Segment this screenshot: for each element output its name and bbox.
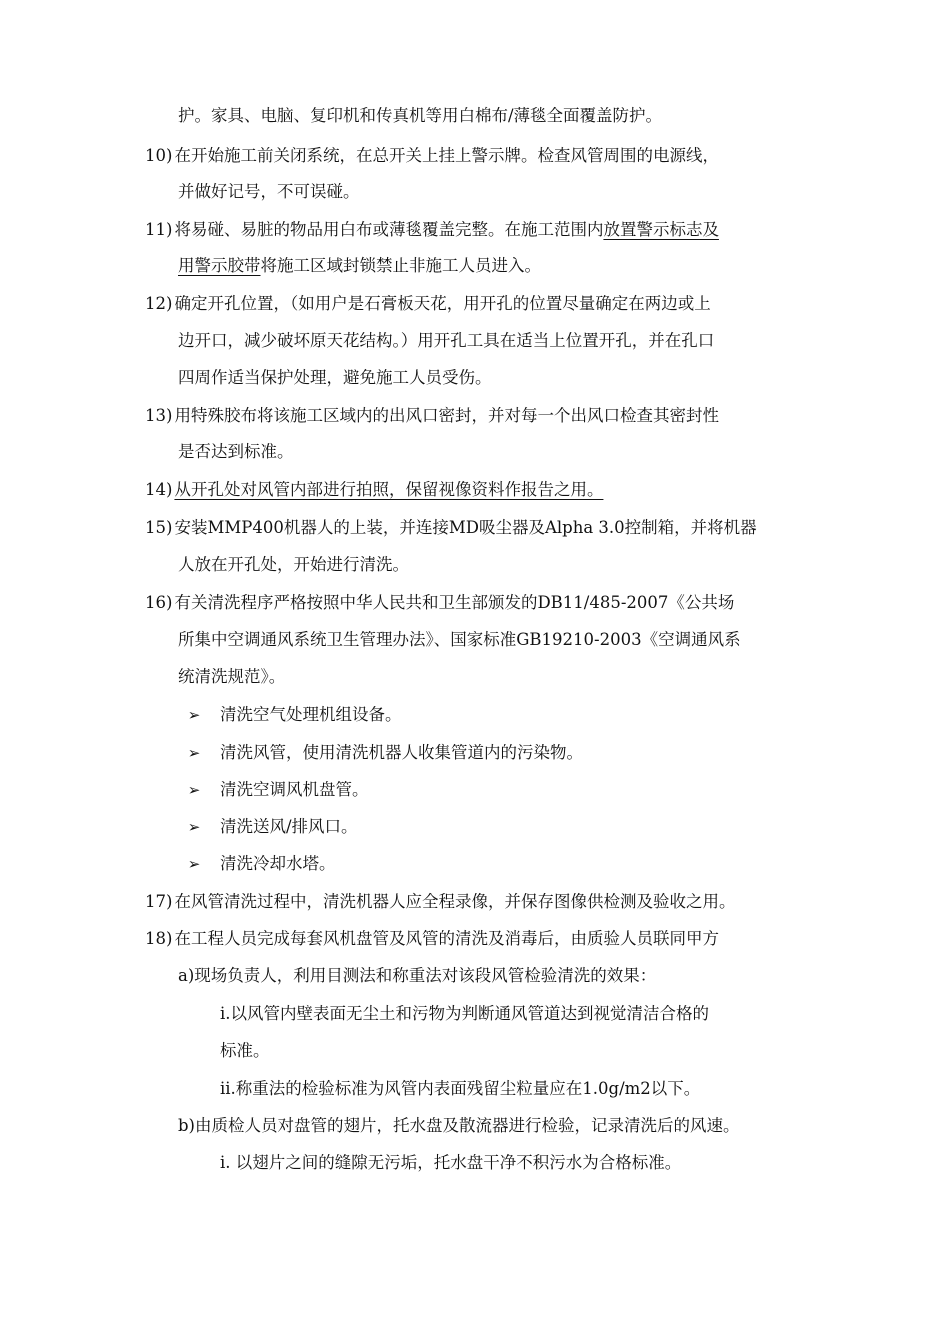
list-item-16: [145, 591, 734, 615]
item-text: 安装MMP400机器人的上装，并连接MD吸尘器及Alpha 3.0控制箱，并将机器: [174, 518, 757, 537]
item-12-line-2: 边开口，减少破坏原天花结构。）用开孔工具在适当上位置开孔，并在孔口: [178, 331, 715, 350]
bullet-arrow-icon: ➢: [187, 744, 201, 762]
underlined-text: 从开孔处对风管内部进行拍照，保留视像资料作报告之用。: [174, 480, 604, 499]
list-item-14: [145, 478, 603, 502]
item-text: 确定开孔位置，（如用户是石膏板天花，用开孔的位置尽量确定在两边或上: [174, 294, 711, 313]
list-item-10: [145, 144, 719, 168]
item-text: 将施工区域封锁禁止非施工人员进入。: [260, 256, 541, 275]
item-number: 16): [145, 593, 173, 612]
item-10-line-2: 并做好记号，不可误碰。: [178, 182, 360, 201]
item-number: 12): [145, 294, 173, 313]
underlined-text: 放置警示标志及: [603, 220, 719, 239]
item-number: 14): [145, 480, 173, 499]
item-number: 18): [145, 929, 173, 948]
continuation-line: 护。家具、电脑、复印机和传真机等用白棉布/薄毯全面覆盖防护。: [178, 106, 663, 125]
item-16-line-2: 所集中空调通风系统卫生管理办法》、国家标准GB19210-2003《空调通风系: [178, 630, 741, 649]
list-item-11: [145, 218, 719, 242]
item-13-line-2: 是否达到标准。: [178, 442, 294, 461]
bullet-item: 清洗空调风机盘管。: [220, 780, 369, 799]
list-item-18: [145, 927, 719, 951]
item-text: 有关清洗程序严格按照中华人民共和卫生部颁发的DB11/485-2007《公共场: [174, 593, 735, 612]
sub-item-a: a)现场负责人，利用目测法和称重法对该段风管检验清洗的效果：: [178, 966, 657, 985]
list-item-12: [145, 292, 711, 316]
list-item-15: [145, 516, 757, 540]
item-text: 将易碰、易脏的物品用白布或薄毯覆盖完整。在施工范围内: [174, 220, 604, 239]
sub-item-a-i: i.以风管内壁表面无尘土和污物为判断通风管道达到视觉清洁合格的: [220, 1004, 710, 1023]
bullet-item: 清洗风管，使用清洗机器人收集管道内的污染物。: [220, 743, 583, 762]
bullet-arrow-icon: ➢: [187, 855, 201, 873]
bullet-arrow-icon: ➢: [187, 781, 201, 799]
item-number: 15): [145, 518, 173, 537]
item-11-line-2: [178, 254, 541, 278]
item-number: 17): [145, 892, 173, 911]
bullet-item: 清洗空气处理机组设备。: [220, 705, 402, 724]
underlined-text: 用警示胶带: [178, 256, 261, 275]
sub-item-b-i: i. 以翅片之间的缝隙无污垢，托水盘干净不积污水为合格标准。: [220, 1153, 682, 1172]
list-item-17: [145, 890, 735, 914]
item-number: 11): [145, 220, 173, 239]
bullet-item: 清洗冷却水塔。: [220, 854, 336, 873]
bullet-arrow-icon: ➢: [187, 818, 201, 836]
item-text: 用特殊胶布将该施工区域内的出风口密封，并对每一个出风口检查其密封性: [174, 406, 719, 425]
item-15-line-2: 人放在开孔处，开始进行清洗。: [178, 555, 409, 574]
item-text: 在开始施工前关闭系统，在总开关上挂上警示牌。检查风管周围的电源线，: [174, 146, 719, 165]
sub-item-b: b)由质检人员对盘管的翅片，托水盘及散流器进行检验，记录清洗后的风速。: [178, 1116, 740, 1135]
bullet-item: 清洗送风/排风口。: [220, 817, 358, 836]
sub-item-a-i-line-2: 标准。: [220, 1041, 270, 1060]
list-item-13: [145, 404, 719, 428]
bullet-arrow-icon: ➢: [187, 706, 201, 724]
item-text: 在工程人员完成每套风机盘管及风管的清洗及消毒后，由质验人员联同甲方: [174, 929, 719, 948]
item-text: 在风管清洗过程中，清洗机器人应全程录像，并保存图像供检测及验收之用。: [174, 892, 736, 911]
item-number: 13): [145, 406, 173, 425]
item-12-line-3: 四周作适当保护处理，避免施工人员受伤。: [178, 368, 492, 387]
sub-item-a-ii: ii.称重法的检验标准为风管内表面残留尘粒量应在1.0g/m2以下。: [220, 1079, 701, 1098]
item-number: 10): [145, 146, 173, 165]
item-16-line-3: 统清洗规范》。: [178, 667, 286, 686]
